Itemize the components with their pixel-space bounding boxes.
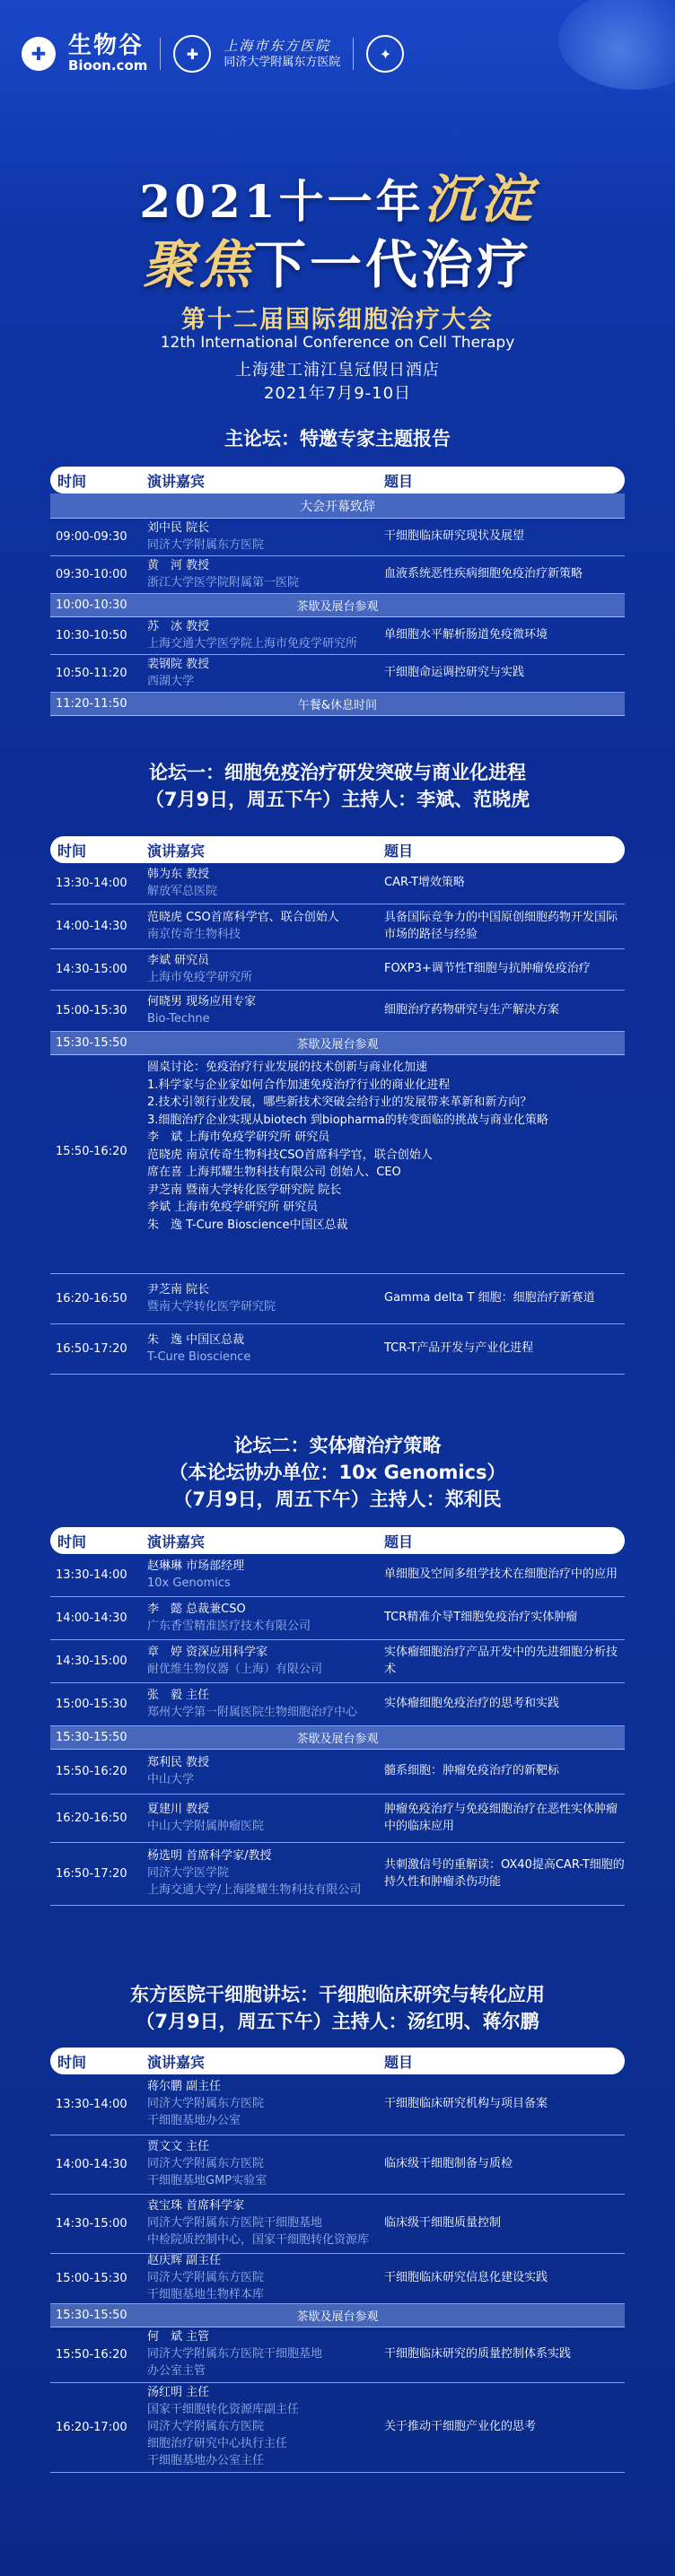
speaker-name: 赵琳琳 市场部经理 [147, 1559, 245, 1573]
conference-date: 2021年7月9-10日 [263, 384, 412, 403]
panel-line: 3.细胞治疗企业实现从biotech 到biopharma的转变面临的挑战与商业化策略 [147, 1113, 548, 1127]
table-row [50, 1683, 625, 1726]
speaker-affil: 同济大学附属东方医院干细胞基地 中检院质控制中心，国家干细胞转化资源库 [147, 2216, 370, 2247]
logo-en: Bioon.com [68, 57, 148, 74]
break-band [50, 2304, 625, 2327]
speaker-affil: 10x Genomics [147, 1576, 231, 1590]
speaker-affil: 同济大学医学院 上海交通大学/上海隆耀生物科技有限公司 [147, 1866, 362, 1897]
row-time: 10:30-10:50 [56, 629, 127, 642]
row-topic: 临床级干细胞制备与质检 [384, 2157, 513, 2171]
speaker-affil: T-Cure Bioscience [147, 1349, 251, 1364]
table-header [50, 2048, 625, 2074]
panel-line: 李 斌 上海市免疫学研究所 研究员 [147, 1131, 330, 1144]
forum2-hosts: （7月9日，周五下午）主持人：郑利民 [173, 1489, 502, 1510]
opening-band: 大会开幕致辞 [50, 493, 625, 519]
break-band [50, 594, 625, 617]
speaker-affil: 暨南大学转化医学研究院 [147, 1299, 276, 1314]
forum2-title: 论坛二：实体瘤治疗策略 [233, 1435, 442, 1456]
col-speaker: 演讲嘉宾 [147, 472, 206, 490]
row-speaker [147, 1559, 384, 1593]
panel-line: 席在喜 上海邦耀生物科技有限公司 创始人、CEO [147, 1166, 401, 1179]
row-time: 16:20-16:50 [56, 1812, 127, 1825]
table-row [50, 904, 625, 949]
forum3-title: 东方医院干细胞讲坛：干细胞临床研究与转化应用 [130, 1984, 545, 2005]
table-row [50, 519, 625, 556]
bioon-logo [68, 34, 147, 73]
col-topic: 题目 [384, 842, 414, 860]
row-topic: 单细胞及空间多组学技术在细胞治疗中的应用 [384, 1567, 618, 1582]
speaker-name: 李斌 研究员 [147, 953, 210, 967]
speaker-affil: Bio-Techne [147, 1011, 210, 1026]
row-topic: 干细胞命运调控研究与实践 [384, 666, 525, 680]
speaker-name: 蒋尔鹏 副主任 [147, 2080, 222, 2094]
bioon-logo-icon: ✚ [22, 37, 56, 71]
row-time: 09:00-09:30 [56, 530, 127, 544]
col-topic: 题目 [384, 2053, 414, 2071]
hero-focus: 聚焦 [142, 234, 254, 295]
row-time: 15:00-15:30 [56, 2272, 127, 2285]
row-time: 15:00-15:30 [56, 1004, 127, 1017]
row-time: 14:30-15:00 [56, 1655, 127, 1668]
row-speaker [147, 994, 384, 1028]
speaker-name: 李 懿 总裁兼CSO [147, 1602, 246, 1616]
speaker-affil: 同济大学附属东方医院 干细胞基地GMP实验室 [147, 2157, 267, 2187]
row-speaker [147, 2079, 384, 2130]
col-speaker: 演讲嘉宾 [147, 1533, 206, 1550]
hospital-name [224, 37, 340, 71]
row-topic: 实体瘤细胞免疫治疗的思考和实践 [384, 1697, 560, 1711]
logo-cn: 生物谷 [68, 32, 145, 60]
hospital-seal-icon: ✚ [173, 35, 211, 73]
row-speaker [147, 2329, 384, 2380]
header-divider-2 [353, 38, 354, 70]
speaker-affil: 耐优维生物仪器（上海）有限公司 [147, 1662, 323, 1676]
row-speaker [147, 953, 384, 987]
table-row [50, 2195, 625, 2254]
row-time: 13:30-14:00 [56, 2098, 127, 2111]
table-row [50, 655, 625, 693]
speaker-name: 朱 逸 中国区总裁 [147, 1332, 245, 1347]
break-band [50, 1726, 625, 1750]
row-time: 15:50-16:20 [56, 1765, 127, 1778]
hero-title-2 [0, 223, 675, 298]
speaker-affil: 中山大学 [147, 1772, 195, 1786]
forum2-table [50, 1527, 625, 1906]
row-topic: 单细胞水平解析肠道免疫微环境 [384, 628, 548, 642]
row-time: 16:20-16:50 [56, 1292, 127, 1305]
row-topic: 干细胞临床研究信息化建设实践 [384, 2271, 548, 2285]
break-band [50, 1032, 625, 1055]
lunch-time: 11:20-11:50 [56, 697, 127, 711]
panel-line: 李斌 上海市免疫学研究所 研究员 [147, 1201, 319, 1214]
panel-discussion [50, 1055, 625, 1274]
row-topic: 干细胞临床研究现状及展望 [384, 529, 525, 544]
speaker-affil: 南京传奇生物科技 [147, 927, 241, 941]
speaker-affil: 国家干细胞转化资源库副主任 同济大学附属东方医院 细胞治疗研究中心执行主任 干细胞基地办公室主任 [147, 2403, 300, 2467]
break-text: 茶歇及展台参观 [296, 2310, 379, 2324]
speaker-affil: 西湖大学 [147, 674, 195, 688]
row-time: 15:00-15:30 [56, 1698, 127, 1711]
row-topic: 髓系细胞：肿瘤免疫治疗的新靶标 [384, 1764, 560, 1778]
speaker-affil: 广东香雪精准医疗技术有限公司 [147, 1619, 311, 1633]
forum2-sponsor: （本论坛协办单位：10x Genomics） [169, 1462, 506, 1483]
table-row [50, 2383, 625, 2473]
row-speaker [147, 1688, 384, 1722]
table-header [50, 467, 625, 493]
table-row [50, 1750, 625, 1794]
speaker-affil: 同济大学附属东方医院干细胞基地 办公室主管 [147, 2347, 323, 2378]
speaker-name: 苏 冰 教授 [147, 619, 210, 633]
speaker-name: 夏建川 教授 [147, 1802, 210, 1816]
speaker-name: 赵庆辉 副主任 [147, 2254, 222, 2268]
speaker-name: 郑利民 教授 [147, 1755, 210, 1769]
lunch-band [50, 693, 625, 716]
row-topic: 具备国际竞争力的中国原创细胞药物开发国际市场的路径与经验 [384, 910, 618, 941]
hero-title-1 [0, 157, 675, 232]
row-speaker [147, 2139, 384, 2190]
row-time: 14:00-14:30 [56, 920, 127, 933]
row-speaker [147, 558, 384, 592]
forum3-heading [0, 1981, 675, 2035]
row-time: 13:30-14:00 [56, 877, 127, 890]
forum3-table [50, 2048, 625, 2473]
row-speaker [147, 2198, 384, 2249]
speaker-name: 章 婷 资深应用科学家 [147, 1645, 268, 1659]
venue: 上海建工浦江皇冠假日酒店 [235, 361, 440, 380]
hero-year: 2021 [139, 175, 279, 228]
table-row [50, 1554, 625, 1597]
break-time: 15:30-15:50 [56, 1731, 127, 1744]
speaker-affil: 同济大学附属东方医院 [147, 537, 265, 552]
speaker-affil: 浙江大学医学院附属第一医院 [147, 575, 300, 589]
row-topic: 干细胞临床研究的质量控制体系实践 [384, 2347, 572, 2362]
row-topic: TCR精准介导T细胞免疫治疗实体肿瘤 [384, 1611, 578, 1625]
row-time: 09:30-10:00 [56, 568, 127, 581]
row-topic: 细胞治疗药物研究与生产解决方案 [384, 1003, 560, 1017]
university-seal-icon: ✦ [366, 35, 404, 73]
speaker-name: 汤红明 主任 [147, 2386, 210, 2400]
row-speaker [147, 867, 384, 901]
panel-line: 1.科学家与企业家如何合作加速免疫治疗行业的商业化进程 [147, 1078, 451, 1092]
speaker-name: 何晓男 现场应用专家 [147, 994, 257, 1009]
hero-eleven-years: 十一年 [278, 175, 425, 228]
row-topic: 干细胞临床研究机构与项目备案 [384, 2097, 548, 2111]
table-header [50, 1527, 625, 1554]
speaker-affil: 同济大学附属东方医院 干细胞基地生物样本库 [147, 2271, 265, 2301]
row-speaker [147, 1282, 384, 1316]
panel-line: 圆桌讨论：免疫治疗行业发展的技术创新与商业化加速 [147, 1061, 428, 1074]
conference-name-cn: 第十二届国际细胞治疗大会 [181, 306, 494, 334]
panel-line: 朱 逸 T-Cure Bioscience中国区总裁 [147, 1218, 348, 1232]
table-row [50, 949, 625, 991]
break-text: 茶歇及展台参观 [296, 1733, 379, 1746]
row-time: 10:50-11:20 [56, 667, 127, 680]
row-time: 13:30-14:00 [56, 1568, 127, 1582]
break-time: 15:30-15:50 [56, 1036, 127, 1050]
row-time: 14:30-15:00 [56, 2217, 127, 2231]
speaker-name: 裴钢院 教授 [147, 657, 210, 671]
speaker-affil: 上海交通大学医学院上海市免疫学研究所 [147, 636, 358, 651]
speaker-name: 袁宝珠 首席科学家 [147, 2199, 245, 2214]
table-row [50, 1324, 625, 1375]
table-row [50, 617, 625, 655]
hero-next-gen: 下一代治疗 [254, 234, 533, 295]
table-row [50, 991, 625, 1032]
row-speaker [147, 520, 384, 554]
row-speaker [147, 2253, 384, 2304]
row-speaker [147, 2385, 384, 2469]
row-topic: TCR-T产品开发与产业化进程 [384, 1341, 534, 1356]
col-topic: 题目 [384, 1533, 414, 1550]
break-text: 茶歇及展台参观 [296, 1038, 379, 1052]
row-topic: CAR-T增效策略 [384, 876, 465, 890]
main-forum-table [50, 467, 625, 716]
row-time: 16:20-17:00 [56, 2421, 127, 2434]
row-speaker [147, 1645, 384, 1679]
col-topic: 题目 [384, 472, 414, 490]
row-speaker [147, 1602, 384, 1636]
forum1-title: 论坛一：细胞免疫治疗研发突破与商业化进程 [149, 762, 526, 783]
speaker-affil: 解放军总医院 [147, 884, 218, 898]
speaker-name: 杨选明 首席科学家/教授 [147, 1849, 272, 1864]
header-divider [160, 38, 161, 70]
break-time: 15:30-15:50 [56, 2309, 127, 2322]
speaker-affil: 同济大学附属东方医院 干细胞基地办公室 [147, 2097, 265, 2127]
forum1-heading [0, 759, 675, 813]
table-row [50, 1640, 625, 1683]
forum1-table [50, 836, 625, 1375]
row-time: 14:00-14:30 [56, 1611, 127, 1625]
col-time: 时间 [57, 472, 87, 490]
row-speaker [147, 657, 384, 691]
hero-accumulate: 沉淀 [424, 169, 536, 230]
forum1-hosts: （7月9日，周五下午）主持人：李斌、范晓虎 [145, 789, 530, 810]
table-row [50, 556, 625, 594]
forum2-heading [0, 1432, 675, 1513]
row-time: 14:00-14:30 [56, 2158, 127, 2171]
row-time: 16:50-17:20 [56, 1867, 127, 1881]
table-header [50, 836, 625, 863]
main-forum-heading: 主论坛：特邀专家主题报告 [224, 428, 451, 450]
speaker-name: 范晓虎 CSO首席科学官、联合创始人 [147, 910, 339, 924]
forum3-hosts: （7月9日，周五下午）主持人：汤红明、蒋尔鹏 [136, 2011, 539, 2032]
hospital-sub: 同济大学附属东方医院 [224, 56, 341, 70]
col-time: 时间 [57, 842, 87, 860]
row-topic: 关于推动干细胞产业化的思考 [384, 2420, 537, 2434]
table-row [50, 2074, 625, 2135]
table-row [50, 2135, 625, 2195]
table-row [50, 1843, 625, 1906]
lunch-text: 午餐&休息时间 [297, 699, 378, 712]
panel-line: 范晓虎 南京传奇生物科技CSO首席科学官，联合创始人 [147, 1148, 433, 1162]
speaker-name: 张 毅 主任 [147, 1688, 210, 1702]
row-time: 16:50-17:20 [56, 1342, 127, 1356]
row-speaker [147, 619, 384, 653]
speaker-name: 韩为东 教授 [147, 867, 210, 881]
panel-line: 尹芝南 暨南大学转化医学研究院 院长 [147, 1183, 342, 1197]
row-time: 14:30-15:00 [56, 963, 127, 976]
speaker-name: 黄 河 教授 [147, 558, 210, 572]
speaker-affil: 中山大学附属肿瘤医院 [147, 1819, 265, 1833]
row-topic: FOXP3+调节性T细胞与抗肿瘤免疫治疗 [384, 962, 591, 976]
col-speaker: 演讲嘉宾 [147, 842, 206, 860]
panel-time: 15:50-16:20 [56, 1145, 127, 1158]
row-topic: 肿瘤免疫治疗与免疫细胞治疗在恶性实体肿瘤中的临床应用 [384, 1802, 618, 1833]
panel-body [147, 1055, 625, 1273]
table-row [50, 863, 625, 904]
panel-line: 2.技术引领行业发展，哪些新技术突破会给行业的发展带来革新和新方向？ [147, 1096, 532, 1109]
speaker-name: 何 斌 主管 [147, 2330, 210, 2345]
speaker-name: 贾文文 主任 [147, 2140, 210, 2154]
table-row [50, 2254, 625, 2304]
row-speaker [147, 1755, 384, 1789]
row-speaker [147, 1848, 384, 1899]
table-row [50, 2327, 625, 2383]
table-row [50, 1597, 625, 1640]
speaker-name: 尹芝南 院长 [147, 1282, 210, 1297]
row-speaker [147, 910, 384, 944]
row-topic: 共刺激信号的重解读：OX40提高CAR-T细胞的持久性和肿瘤杀伤功能 [384, 1857, 625, 1889]
table-row [50, 1794, 625, 1843]
row-speaker [147, 1802, 384, 1836]
row-speaker [147, 1332, 384, 1367]
col-speaker: 演讲嘉宾 [147, 2053, 206, 2071]
speaker-name: 刘中民 院长 [147, 520, 210, 535]
conference-name-en: 12th International Conference on Cell Therapy [160, 334, 515, 352]
col-time: 时间 [57, 1533, 87, 1550]
speaker-affil: 郑州大学第一附属医院生物细胞治疗中心 [147, 1705, 358, 1719]
break-time: 10:00-10:30 [56, 598, 127, 612]
break-text: 茶歇及展台参观 [296, 600, 379, 614]
speaker-affil: 上海市免疫学研究所 [147, 970, 253, 984]
row-time: 15:50-16:20 [56, 2348, 127, 2362]
col-time: 时间 [57, 2053, 87, 2071]
hospital-cn: 上海市东方医院 [224, 38, 331, 55]
row-topic: 实体瘤细胞治疗产品开发中的先进细胞分析技术 [384, 1645, 618, 1676]
table-row [50, 1274, 625, 1324]
row-topic: 临床级干细胞质量控制 [384, 2216, 502, 2231]
row-topic: 血液系统恶性疾病细胞免疫治疗新策略 [384, 567, 583, 581]
row-topic: Gamma delta T 细胞：细胞治疗新赛道 [384, 1291, 595, 1305]
